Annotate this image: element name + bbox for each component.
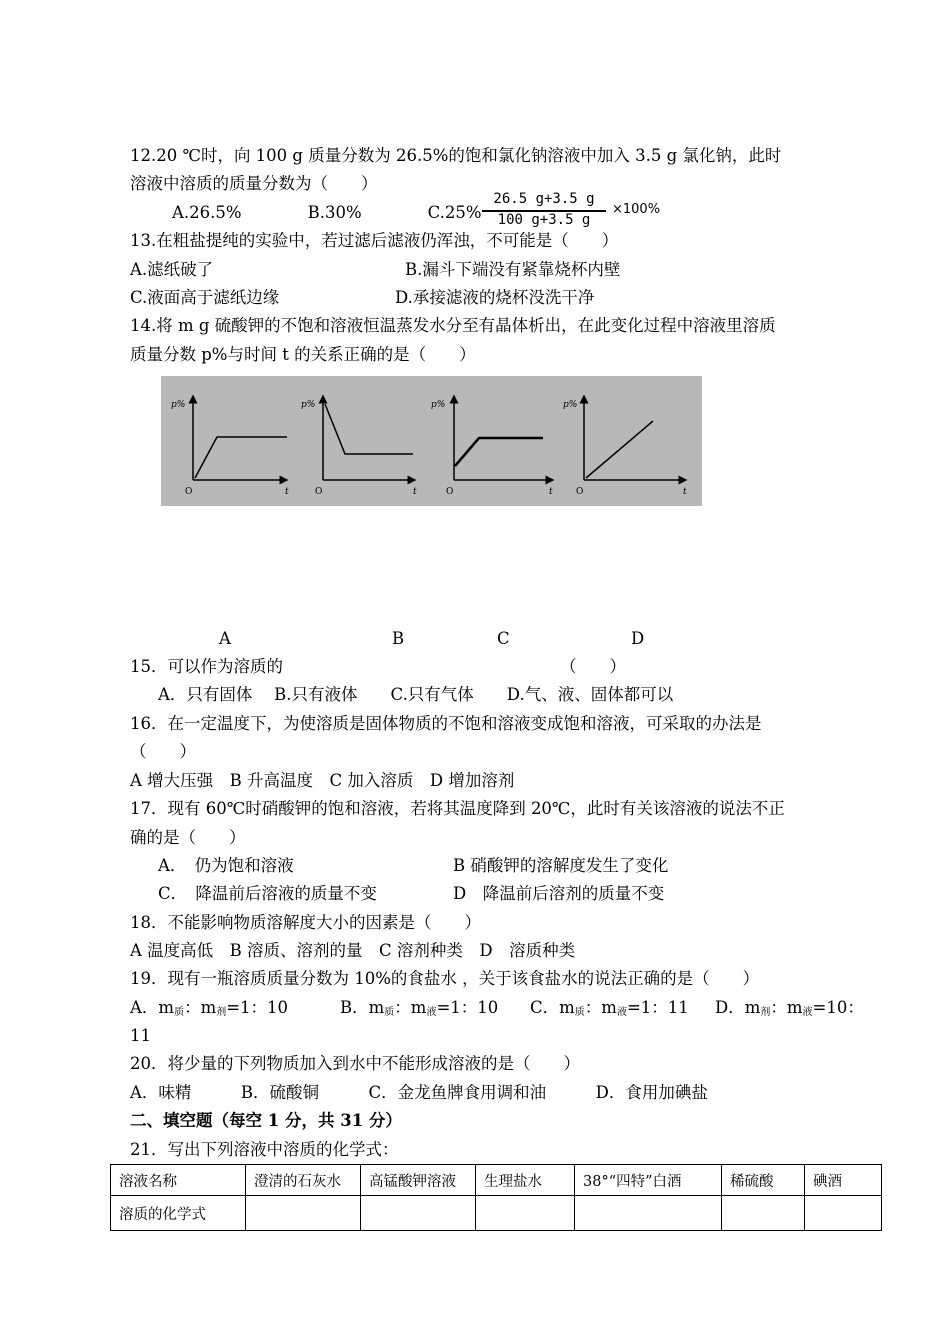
table-header-cell: 生理盐水: [476, 1165, 575, 1196]
graph-d-y-label: p%: [563, 400, 578, 410]
table-answer-cell[interactable]: [476, 1196, 575, 1231]
graph-c-y-label: p%: [431, 400, 446, 410]
q17-option-a: A． 仍为饱和溶液: [158, 856, 294, 875]
graph-b-curve: [325, 404, 413, 454]
q15-paren: （ ）: [560, 657, 626, 676]
formula-numerator: 26.5 g+3.5 g: [493, 191, 595, 207]
table-row: [111, 1196, 882, 1231]
table-answer-cell[interactable]: [722, 1196, 805, 1231]
q13-option-d: D.承接滤液的烧杯没洗干净: [395, 288, 595, 307]
section2-title: 二、填空题（每空 1 分，共 31 分）: [130, 1111, 402, 1130]
graph-a-curve: [195, 437, 287, 478]
graph-d: [563, 396, 687, 497]
q17-line1: 17．现有 60℃时硝酸钾的饱和溶液，若将其温度降到 20℃，此时有关该溶液的说法不正: [130, 799, 785, 818]
graph-a-x-label: t: [285, 487, 289, 497]
q13-option-a: A.滤纸破了: [130, 260, 214, 279]
q19-option-c: C．$m_质$：$m_液=1$：11: [530, 998, 689, 1018]
graph-b-origin: O: [315, 487, 323, 497]
q19-option-d-wrap: 11: [130, 1026, 151, 1045]
graph-b: [301, 396, 417, 497]
table-header-cell: 澄清的石灰水: [246, 1165, 361, 1196]
graph-b-y-label: p%: [301, 400, 316, 410]
q12-options: A.26.5% B.30% C.25%: [172, 203, 482, 222]
q19-option-d: D．$m_剂$：$m_液=10$：: [715, 998, 864, 1018]
graph-c: [431, 396, 553, 497]
q14-line2: 质量分数 p%与时间 t 的关系正确的是（ ）: [130, 345, 476, 364]
q12-formula: [478, 190, 668, 232]
q13-option-c: C.液面高于滤纸边缘: [130, 288, 280, 307]
q12-line2: 溶液中溶质的质量分数为（ ）: [130, 174, 378, 193]
table-header-cell: 溶液名称: [111, 1165, 246, 1196]
table-header-cell: 稀硫酸: [722, 1165, 805, 1196]
q12-line1: 12.20 ℃时，向 100 g 质量分数为 26.5%的饱和氯化钠溶液中加入 3.5 g 氯化钠，此时: [130, 146, 782, 165]
q17-option-c: C． 降温前后溶液的质量不变: [158, 884, 377, 903]
graph-b-x-label: t: [413, 487, 417, 497]
graph-a: [171, 396, 289, 497]
q15-stem: 15．可以作为溶质的: [130, 657, 283, 676]
table-answer-cell[interactable]: [575, 1196, 722, 1231]
q14-label-a: A: [219, 629, 231, 648]
table-header-cell: 高锰酸钾溶液: [361, 1165, 476, 1196]
q18-options: A 温度高低 B 溶质、溶剂的量 C 溶剂种类 D 溶质种类: [130, 941, 576, 960]
table-answer-cell[interactable]: [361, 1196, 476, 1231]
graph-d-curve: [586, 421, 653, 478]
q14-graphs: [161, 376, 702, 506]
q14-label-d: D: [631, 629, 645, 648]
table-header-cell: 碘酒: [805, 1165, 882, 1196]
table-header-cell: 38°“四特”白酒: [575, 1165, 722, 1196]
q16-line2: （ ）: [130, 742, 196, 761]
q21-stem: 21．写出下列溶液中溶质的化学式：: [130, 1140, 399, 1159]
q20-options: A．味精 B．硫酸铜 C．金龙鱼牌食用调和油 D．食用加碘盐: [130, 1083, 708, 1102]
q19-stem: 19．现有一瓶溶质质量分数为 10%的食盐水 ，关于该食盐水的说法正确的是（ ）: [130, 969, 760, 988]
q15-options: A．只有固体 B.只有液体 C.只有气体 D.气、液、固体都可以: [158, 685, 674, 704]
q14-label-c: C: [497, 629, 510, 648]
q20-stem: 20．将少量的下列物质加入到水中不能形成溶液的是（ ）: [130, 1054, 580, 1073]
table-row-label: 溶质的化学式: [111, 1196, 246, 1231]
graph-d-origin: O: [576, 487, 584, 497]
formula-denominator: 100 g+3.5 g: [497, 212, 591, 228]
q13-stem: 13.在粗盐提纯的实验中，若过滤后滤液仍浑浊，不可能是（ ）: [130, 231, 619, 250]
table-answer-cell[interactable]: [246, 1196, 361, 1231]
q18-stem: 18．不能影响物质溶解度大小的因素是（ ）: [130, 913, 481, 932]
graph-d-x-label: t: [683, 487, 687, 497]
q16-line1: 16．在一定温度下，为使溶质是固体物质的不饱和溶液变成饱和溶液，可采取的办法是: [130, 714, 762, 733]
q17-option-b: B 硝酸钾的溶解度发生了变化: [453, 856, 669, 875]
q21-table: [110, 1164, 882, 1231]
q19-option-a: A．$m_质$：$m_剂=1$：10: [130, 998, 289, 1018]
q17-option-d: D 降温前后溶剂的质量不变: [453, 884, 665, 903]
graph-c-curve: [455, 438, 543, 466]
q14-line1: 14.将 m g 硫酸钾的不饱和溶液恒温蒸发水分至有晶体析出，在此变化过程中溶液里溶质: [130, 316, 776, 335]
q14-label-b: B: [392, 629, 405, 648]
table-row: [111, 1165, 882, 1196]
q19-option-b: B．$m_质$：$m_液=1$：10: [340, 998, 499, 1018]
table-answer-cell[interactable]: [805, 1196, 882, 1231]
graph-a-origin: O: [185, 487, 193, 497]
graph-a-y-label: p%: [171, 400, 186, 410]
formula-multiplier: ×100%: [612, 202, 661, 217]
q16-options: A 增大压强 B 升高温度 C 加入溶质 D 增加溶剂: [130, 771, 515, 790]
graph-c-origin: O: [446, 487, 454, 497]
graph-c-x-label: t: [549, 487, 553, 497]
q13-option-b: B.漏斗下端没有紧靠烧杯内壁: [405, 260, 621, 279]
q17-line2: 确的是（ ）: [130, 828, 246, 847]
